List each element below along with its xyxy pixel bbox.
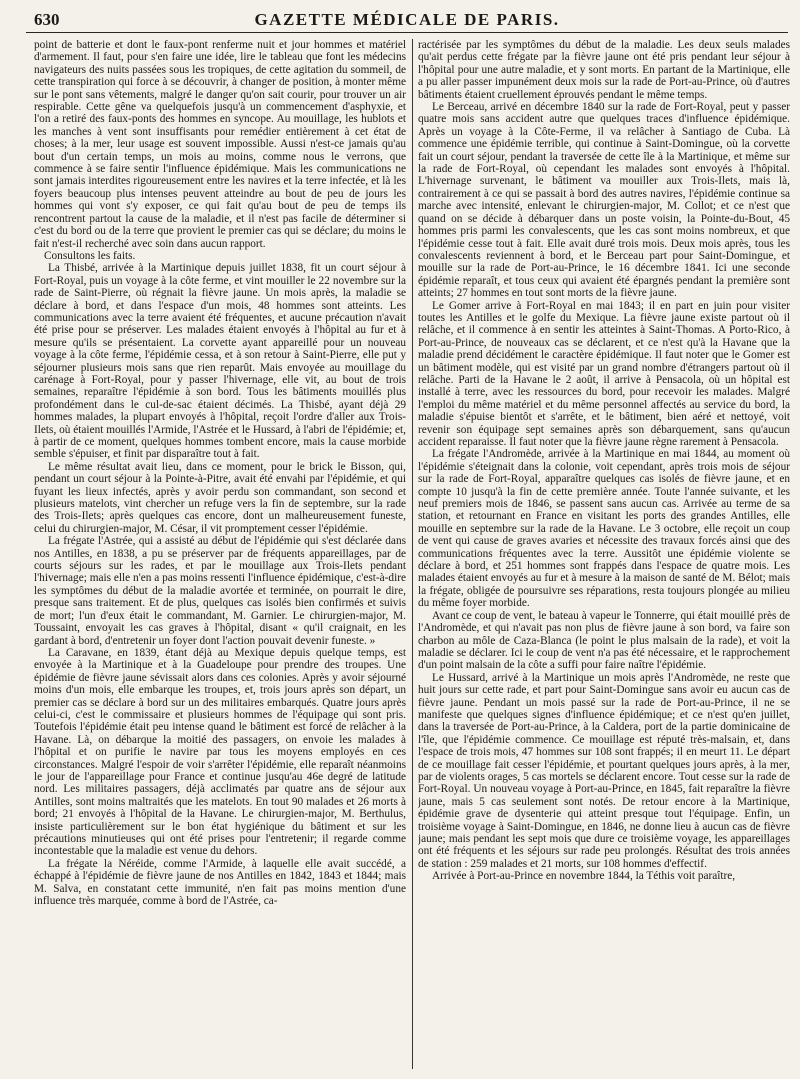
left-column bbox=[34, 39, 406, 1074]
paragraph: La frégate la Néréide, comme l'Armide, à laquelle elle avait succédé, a échappé à l'épidémie de fièvre jaune de nos Antilles en 1842, 1843 et 1844; mais M. Salva, en constatant cette immunité, n'en fait pas moins mention d'une influence très marquée, comme à bord de l'Astrée, ca- bbox=[34, 857, 406, 908]
page-number: 630 bbox=[34, 10, 60, 29]
paragraph: Le Gomer arrive à Fort-Royal en mai 1843; il en part en juin pour visiter toutes les Antilles et le golfe du Mexique. La fièvre jaune existe partout où il relâche, et il commence à en sentir les atteintes à Saint-Thomas. A Porto-Rico, à Port-au-Prince, de nouveaux cas se déclarent, et ce n'est qu'à la Havane que la maladie prend décidément le caractère épidémique. Il faut noter que le Gomer est un bâtiment modèle, qui est visité par un grand nombre d'étrangers partout où il relâche. Parti de la Havane le 2 août, il arrive à Pensacola, où un hôpital est installé à terre, avec les ressources du bord, pour recevoir les malades. Malgré l'emploi du même matériel et du même personnel affectés au service du bord, la maladie s'épuise bientôt et s'arrête, et le bâtiment, bien aéré et nettoyé, voit revenir son équipage sept semaines après son débarquement, sans qu'aucun accident reparaisse. Il faut noter que la fièvre jaune règne rarement à Pensacola. bbox=[418, 299, 790, 448]
paragraph: La Caravane, en 1839, étant déjà au Mexique depuis quelque temps, est envoyée à la Martinique et à la Guadeloupe pour prendre des troupes. Une épidémie de fièvre jaune sévissait alors dans ces colonies. Après y avoir séjourné moins d'un mois, elle embarque les troupes, et, trois jours après son départ, un premier cas se déclare à bord sur un des militaires embarqués. Quatre jours après celui-ci, c'est le commissaire et plusieurs hommes de l'équipage qui sont pris. Toutefois l'épidémie était peu intense quand le bâtiment est forcé de relâcher à la Havane. Là, on débarque la moitié des passagers, on envoie les malades à l'hôpital et on purifie le navire par tous les moyens employés en ces circonstances. Malgré l'espoir de voir s'arrêter l'épidémie, elle reparaît néanmoins le jour de l'appareillage pour France et continue jusqu'au 46e degré de latitude nord. Les militaires passagers, déjà acclimatés par quatre ans de séjour aux Antilles, sont moins maltraités que les matelots. En tout 90 malades et 26 morts à bord; 21 envoyés à l'hôpital de la Havane. Le chirurgien-major, M. Berthulus, insiste particulièrement sur le bon état hygiénique du bâtiment et sur les précautions minutieuses qui ont été prises pour l'entretenir; il regarde comme incontestable que la maladie est venue du dehors. bbox=[34, 646, 406, 858]
paragraph: Arrivée à Port-au-Prince en novembre 1844, la Téthis voit paraître, bbox=[432, 870, 736, 883]
paragraph: Le même résultat avait lieu, dans ce moment, pour le brick le Bisson, qui, pendant un court séjour à la Pointe-à-Pitre, avait été envahi par l'épidémie, et qui fuyant les lieux infectés, après y avoir perdu son commandant, son second et plusieurs matelots, vint chercher un refuge vers la fin de septembre, sur la rade des Trois-Ilets; après quelques cas encore, dont un malheureusement funeste, celui du chirurgien-major, M. César, il vit promptement cesser l'épidémie. bbox=[34, 460, 406, 535]
column-divider bbox=[412, 39, 413, 1069]
paragraph: Le Berceau, arrivé en décembre 1840 sur la rade de Fort-Royal, peut y passer quatre mois sans accident autre que quelques traces d'influence épidémique. Après un voyage à la Côte-Ferme, il va relâcher à Santiago de Cuba. Là commence une épidémie terrible, qui continue à Saint-Domingue, où la corvette fait un court séjour, pendant la traversée de cette île à la Martinique, et même sur la rade de Fort-Royal, où cependant les malades sont envoyés à l'hôpital. L'hivernage survenant, le bâtiment va mouiller aux Trois-Ilets, mais là, contrairement à ce qui se passait à bord des autres navires, l'épidémie continue sa marche avec intensité, enlevant le chirurgien-major, M. Collot; et ce n'est que quand on se décide à débarquer dans un poste voisin, la Pointe-du-Bout, 45 hommes pris parmi les convalescents, que les cas sont moins nombreux, et que l'épidémie cesse tout à fait. Elle avait duré trois mois. Deux mois après, tous les convalescents reviennent à bord, et le Berceau part pour Saint-Domingue, et mouille sur la rade de Port-au-Prince, le 16 décembre 1841. Ici une seconde épidémie reparaît, et tous ceux qui avaient été épargnés pendant la première sont atteints; 27 hommes en tout sont morts de la fièvre jaune. bbox=[418, 101, 790, 300]
right-column bbox=[418, 39, 790, 1074]
paragraph: La frégate l'Andromède, arrivée à la Martinique en mai 1844, au moment où l'épidémie s'éteignait dans la colonie, voit cependant, après trois mois de séjour sur la rade de Fort-Royal, apparaître quelques cas isolés de fièvre jaune, et en compte 10 jusqu'à la fin de cette première année. Toute l'année suivante, et les neuf premiers mois de 1846, se passent sans aucun cas. Arrivée au terme de sa station, et retournant en France en visitant les ports des grandes Antilles, elle mouille en septembre sur la rade de la Havane. Le 3 octobre, elle reçoit un coup de vent qui cause de graves avaries et nécessite des travaux forcés ainsi que des communications fréquentes avec la terre. Aussitôt une épidémie violente se déclare à bord, et 251 hommes sont frappés dans l'espace de quatre mois. Les malades étaient envoyés au fur et à mesure à la maison de santé de M. Bélot; mais la frégate, obligée de poursuivre ses réparations, resta toujours plongée au milieu du même foyer morbide. bbox=[418, 448, 790, 610]
paragraph: ractérisée par les symptômes du début de la maladie. Les deux seuls malades qu'ait perdus cette frégate par la fièvre jaune ont été pris pendant leur séjour à l'hôpital pour une autre maladie, et y sont morts. En partant de la Martinique, elle a pu aller passer impunément deux mois sur la rade de Port-au-Prince, où d'autres bâtiments étaient cruellement éprouvés pendant le même temps. bbox=[418, 39, 790, 101]
paragraph: Consultons les faits. bbox=[44, 249, 136, 262]
paragraph: point de batterie et dont le faux-pont renferme nuit et jour hommes et matériel d'armement. Il faut, pour s'en faire une idée, lire le tableau que font les médecins navigateurs des nuits passées sous les tropiques, de cette agitation du sommeil, de cette transpiration qui force à se découvrir, à changer de position, à monter même sur le pont sans vêtements, malgré le danger qu'on sait courir, pour trouver un air respirable. Cette gêne va quelquefois jusqu'à un commencement d'asphyxie, et l'on a retiré des faux-ponts des hommes en syncope. Au mouillage, les hublots et les manches à vent sont insuffisants pour remédier entièrement à cet état de choses; à la mer, leur usage est souvent impossible. Aussi n'est-ce jamais qu'au bout d'un certain temps, un mois au moins, comme nous le verrons, que commence à se faire sentir l'influence épidémique. Mais les communications ne sont jamais interdites rigoureusement entre les navires et la terre infectée, et là les foyers beaucoup plus intenses peuvent atteindre au bout de peu de jours les hommes qui vont s'y exposer, ce qui fait qu'au bout de peu de temps ils rencontrent partout la cause de la maladie, et il n'est pas facile de déterminer si c'est du bord ou de la terre que provient le premier cas qui se déclare; du moins le fait n'est-il recherché avec soin dans aucun rapport. bbox=[34, 39, 406, 250]
paragraph: Le Hussard, arrivé à la Martinique un mois après l'Andromède, ne reste que huit jours sur cette rade, et part pour Saint-Domingue sans avoir eu aucun cas de fièvre jaune. Pendant un mois passé sur la rade de Port-au-Prince, il ne se manifeste que quelques signes d'influence épidémique; et ce n'est qu'en juillet, dans la traversée de Port-au-Prince, à la Caldera, port de la partie dominicaine de l'île, que l'épidémie commence. Ce mouillage est réputé très-malsain, et, dans l'espace de trois mois, 47 hommes sur 108 sont frappés; il en meurt 11. Le départ de ce mouillage fait cesser l'épidémie, et pourtant quelques jours après, à la mer, par de violents orages, 5 cas mortels se déclarent encore. Tout cesse sur la rade de Fort-Royal. Un nouveau voyage à Port-au-Prince, en 1845, fait reparaître la fièvre jaune, mais 5 cas seulement sont notés. De retour encore à la Martinique, épidémie grave de dysenterie qui atteint presque tout l'équipage. Enfin, un troisième voyage à Saint-Domingue, en 1846, ne donne lieu à aucun cas de fièvre jaune; mais pendant les sept mois que dure ce troisième voyage, les appareillages ont été fréquents et les séjours sur rade peu prolongés. Résultat des trois années de station : 259 malades et 21 morts, sur 108 hommes d'effectif. bbox=[418, 671, 790, 870]
paragraph: La Thisbé, arrivée à la Martinique depuis juillet 1838, fit un court séjour à Fort-Royal, puis un voyage à la côte ferme, et vint mouiller le 22 novembre sur la rade de Saint-Pierre, où régnait la fièvre jaune. Un mois après, la maladie se déclare à bord, et dans l'espace d'un mois, 48 hommes sont atteints. Les communications avec la terre avaient été fréquentes, et aucune précaution n'avait été prise pour se préserver. Les malades étaient envoyés à l'hôpital au fur et à mesure qu'ils se présentaient. La corvette ayant appareillé pour un nouveau voyage à la côte ferme, l'épidémie cessa, et à son retour à Saint-Pierre, elle put y séjourner plusieurs mois sans que rien reparût. Mais envoyée au mouillage du carénage à Fort-Royal, pour y passer l'hivernage, elle vit, au bout de trois semaines, reparaître l'épidémie à son bord. Tous les bâtiments mouillés plus profondément dans le cul-de-sac étaient décimés. La Thisbé, ayant déjà 29 hommes malades, la plupart envoyés à l'hôpital, reçoit l'ordre d'aller aux Trois-Ilets, où étaient mouillés l'Armide, l'Astrée et le Hussard, à l'abri de l'épidémie; et, à partir de ce moment, quelques hommes tombent encore, mais la cause morbide semble s'épuiser, et finit par disparaître tout à fait. bbox=[34, 262, 406, 461]
journal-title: GAZETTE MÉDICALE DE PARIS. bbox=[254, 10, 560, 29]
running-header bbox=[26, 10, 788, 33]
text-columns bbox=[26, 39, 788, 1074]
paragraph: La frégate l'Astrée, qui a assisté au début de l'épidémie qui s'est déclarée dans nos Antilles, en 1838, a pu se préserver par de fréquents appareillages, par de courts séjours sur les rades, et par le mouillage aux Trois-Ilets pendant l'hivernage; mais elle n'en a pas moins ressenti l'influence épidémique, c'est-à-dire les symptômes du début de la maladie avortée et terminée, on pourrait le dire, presque sans traitement. Et de plus, quelques cas isolés bien confirmés et suivis de mort; l'un d'eux était le commandant, M. Garnier. Le chirurgien-major, M. Toussaint, envoyait les cas graves à l'hôpital, disant « qu'il craignait, en les gardant à bord, d'entretenir un foyer dont l'action pouvait devenir funeste. » bbox=[34, 535, 406, 647]
paragraph: Avant ce coup de vent, le bateau à vapeur le Tonnerre, qui était mouillé près de l'Andromède, et qui n'avait pas non plus de fièvre jaune à son bord, va faire son charbon au môle de Caza-Blanca (le point le plus malsain de la rade), et voit la maladie se déclarer. Ici le coup de vent n'a pas été nécessaire, et le rapprochement d'un point malsain de la côte a suffi pour faire naître l'épidémie. bbox=[418, 609, 790, 672]
